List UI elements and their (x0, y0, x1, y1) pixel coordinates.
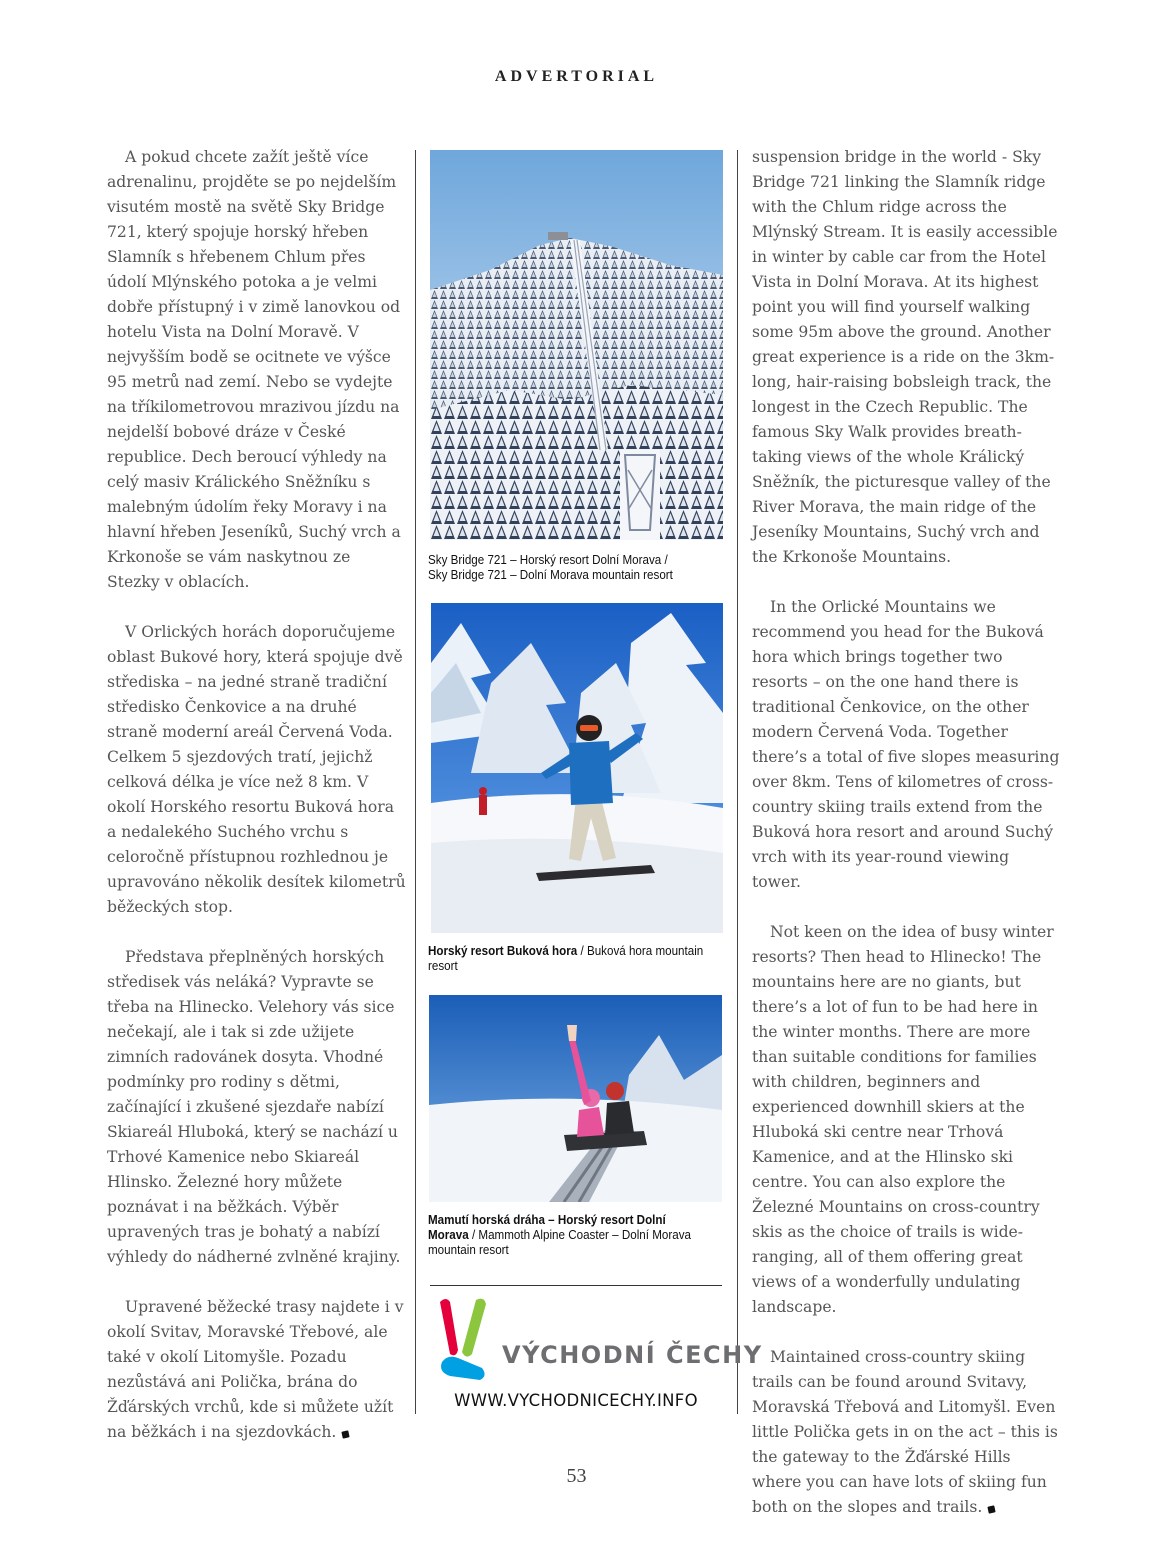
column-divider-right (737, 150, 738, 1414)
paragraph: A pokud chcete zažít ještě více adrenalinu, projděte se po nejdelším visutém mostě na světě Sky Bridge 721, který spojuje horský hřeben Slamník s hřebenem Chlum přes údolí Mlýnského potoka a je velmi dobře přístupný i v zimě lanovkou od hotelu Vista na Dolní Moravě. V nejvyšším bodě se ocitnete ve výšce 95 metrů nad zemí. Nebo se vydejte na tříkilometrovou mrazivou jízdu na nejdelší bobové dráze v České republice. Dech beroucí výhledy na celý masiv Králického Sněžníku s malebným údolím řeky Moravy i na hlavní hřeben Jeseníků, Suchý vrch a Krkonoše se vám naskytnou ze Stezky v oblacích. (107, 148, 401, 591)
paragraph-final (752, 1345, 1062, 1520)
caption-bold: Mamutí horská dráha – Horský resort Dolní Morava (428, 1213, 666, 1242)
caption-rest: Buková hora mountain resort (428, 944, 704, 973)
paragraph: Představa přeplněných horských středisek vás neláká? Vypravte se třeba na Hlinecko. Velehory vás sice nečekají, ale i tak si zde užijete zimních radovánek dosyta. Vhodné podmínky pro rodiny s dětmi, začínající i zkušené sjezdaře nabízí Skiareál Hluboká, který se nachází u Trhové Kamenice nebo Skiareál Hlinsko. Železné hory můžete poznávat i na běžkách. Výběr upravených tras je bohatý a nabízí výhledy do nádherné zvlněné krajiny. (107, 948, 401, 1266)
vychodni-cechy-logo-name: VÝCHODNÍ ČECHY (502, 1341, 763, 1369)
logo-divider (430, 1285, 722, 1286)
caption-separator: / (468, 1228, 479, 1242)
paragraph: Not keen on the idea of busy winter resorts? Then head to Hlinecko! The mountains here are no giants, but there’s a lot of fun to be had here in the winter months. There are more than suitable conditions for families with children, beginners and experienced downhill skiers at the Hluboká ski centre near Trhová Kamenice, and at the Hlinsko ski centre. You can also explore the Železné Mountains on cross-country skis as the choice of trails is wide-ranging, all of them offering great views of a wonderfully undulating landscape. (752, 923, 1054, 1316)
sky-bridge-caption (428, 553, 707, 583)
paragraph: V Orlických horách doporučujeme oblast Bukové hory, která spojuje dvě střediska – na jedné straně tradiční středisko Čenkovice a na druhé straně moderní areál Červená Voda. Celkem 5 sjezdových tratí, jejichž celková délka je více než 8 km. V okolí Horského resortu Buková hora a nedalekého Suchého vrchu s celoročně přístupnou rozhlednou je upravováno několik desítek kilometrů běžeckých stop. (107, 623, 406, 916)
caption-rest: Mammoth Alpine Coaster – Dolní Morava mountain resort (428, 1228, 691, 1257)
left-text-column (107, 145, 407, 1470)
paragraph-text: Maintained cross-country skiing trails can be found around Svitavy, Moravská Třebová and Litomyšl. Even little Polička gets in on the act – this is the gateway to the Žďárské Hills where you can have lots of skiing fun both on the slopes and trails. (752, 1348, 1058, 1516)
column-divider-left (415, 150, 416, 1414)
alpine-coaster-photo (429, 995, 722, 1202)
caption-bold: Horský resort Buková hora (428, 944, 578, 958)
end-of-article-mark (988, 1505, 996, 1513)
paragraph: suspension bridge in the world - Sky Bridge 721 linking the Slamník ridge with the Chlum ridge across the Mlýnský Stream. It is easily accessible in winter by cable car from the Hotel Vista in Dolní Morava. At its highest point you will find yourself walking some 95m above the ground. Another great experience is a ride on the 3km-long, hair-raising bobsleigh track, the longest in the Czech Republic. The famous Sky Walk provides breath-taking views of the whole Králický Sněžník, the picturesque valley of the River Morava, the main ridge of the Jeseníky Mountains, Suchý vrch and the Krkonoše Mountains. (752, 148, 1058, 566)
sky-bridge-photo (430, 150, 723, 540)
alpine-coaster-caption (428, 1213, 707, 1258)
section-header: ADVERTORIAL (494, 68, 659, 85)
paragraph: In the Orlické Mountains we recommend you head for the Buková hora which brings together two resorts – on the one hand there is traditional Čenkovice, on the other modern Červená Voda. Together there’s a total of five slopes measuring over 8km. Tens of kilometres of cross-country skiing trails extend from the Buková hora resort and around Suchý vrch with its year-round viewing tower. (752, 598, 1060, 891)
caption-line: Sky Bridge 721 – Dolní Morava mountain resort (428, 568, 673, 582)
snowboarder-photo (431, 603, 723, 933)
caption-line: Sky Bridge 721 – Horský resort Dolní Morava / (428, 553, 668, 567)
snowboarder-caption (428, 944, 707, 974)
paragraph-text: Upravené běžecké trasy najdete i v okolí Svitav, Moravské Třebové, ale také v okolí Litomyšle. Pozadu nezůstává ani Polička, brána do Žďárských vrchů, kde si můžete užít na běžkách i na sjezdovkách. (107, 1298, 404, 1441)
vychodni-cechy-logo-mark (436, 1296, 496, 1388)
end-of-article-mark (342, 1430, 350, 1438)
paragraph-final (107, 1295, 407, 1445)
website-url[interactable]: WWW.VYCHODNICECHY.INFO (454, 1391, 698, 1410)
page-number: 53 (566, 1465, 587, 1487)
caption-separator: / (577, 944, 587, 958)
right-text-column (752, 145, 1062, 1545)
